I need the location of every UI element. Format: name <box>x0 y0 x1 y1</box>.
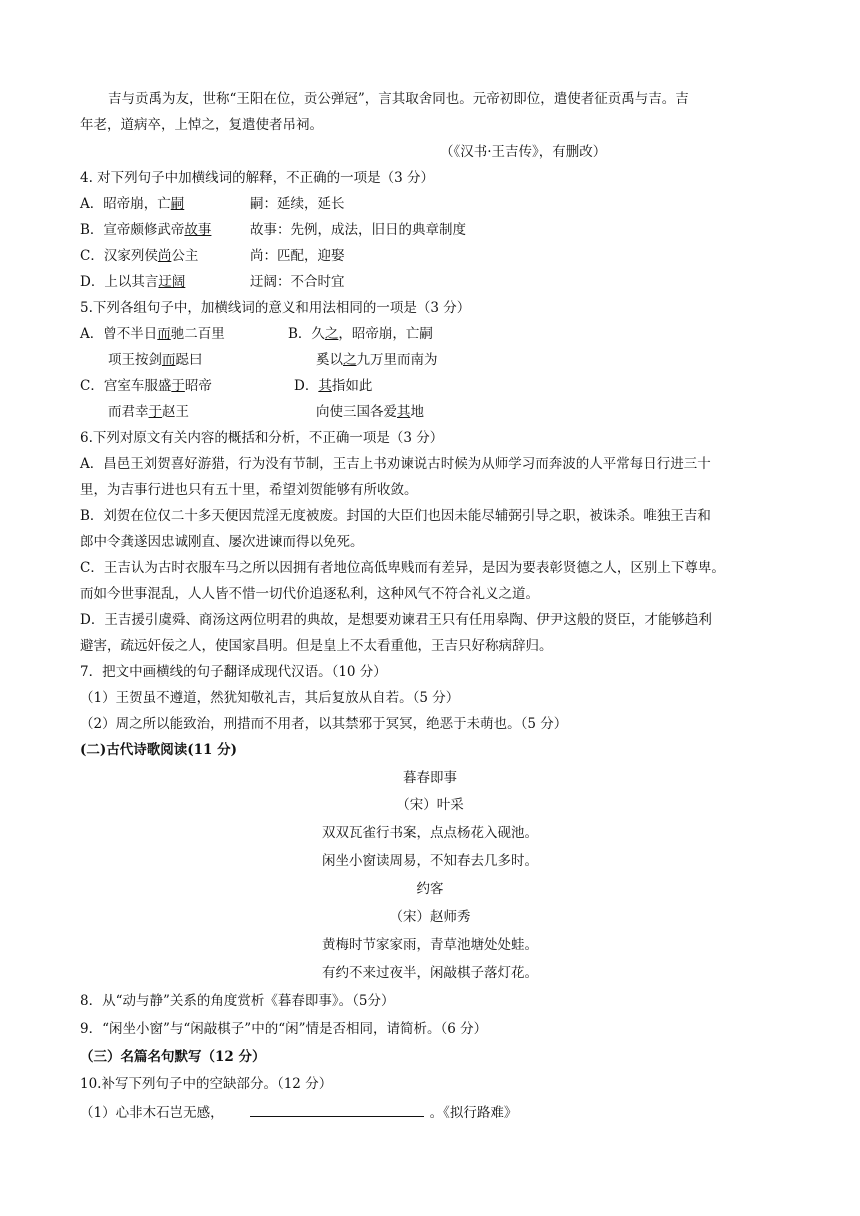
option-text: C．汉家列侯 <box>80 248 158 264</box>
option-text: A．昭帝崩，亡 <box>80 196 171 212</box>
passage-paragraph-line: 吉与贡禹为友，世称“王阳在位，贡公弹冠”，言其取舍同也。元帝初即位，遣使者征贡禹与吉。吉 <box>108 91 689 107</box>
question-5-option-a2 <box>108 351 203 369</box>
option-text: D． <box>294 378 319 394</box>
question-9: 9．“闲坐小窗”与“闲敲棋子”中的“闲”情是否相同，请简析。（6 分） <box>80 1021 488 1037</box>
question-6-option-d: D．王吉援引虞舜、商汤这两位明君的典故，是想要劝谏君王只有任用皋陶、伊尹这般的贤臣，才能够趋利 <box>80 612 712 628</box>
question-7-sentence-1: （1）王贺虽不遵道，然犹知敬礼吉，其后复放从自若。（5 分） <box>80 690 460 706</box>
option-text: 公主 <box>171 248 199 264</box>
item-text: 。《拟行路难》 <box>429 1105 518 1121</box>
answer-blank[interactable] <box>250 1102 424 1117</box>
option-text: 地 <box>410 404 424 420</box>
poem-line: 有约不来过夜半，闲敲棋子落灯花。 <box>322 965 538 981</box>
underlined-word: 其 <box>318 378 332 394</box>
underlined-word: 故事 <box>184 222 212 238</box>
question-4-explanation-d: 迂阔：不合时宜 <box>250 274 345 290</box>
option-text: 而君幸 <box>108 404 149 420</box>
question-7-stem: 7．把文中画横线的句子翻译成现代汉语。（10 分） <box>80 664 387 680</box>
question-10-stem: 10.补写下列句子中的空缺部分。（12 分） <box>80 1076 333 1092</box>
section-heading-poetry: (二)古代诗歌阅读(11 分) <box>80 742 238 758</box>
underlined-word: 其 <box>397 404 411 420</box>
poem-author: （宋）叶采 <box>396 797 464 813</box>
question-6-option-a-cont: 里，为吉事行进也只有五十里，希望刘贺能够有所收敛。 <box>80 482 418 498</box>
question-4-explanation-c: 尚：匹配，迎娶 <box>250 248 345 264</box>
question-5-option-c1 <box>80 377 212 395</box>
poem-title: 约客 <box>416 881 444 897</box>
poem-line: 黄梅时节家家雨，青草池塘处处蛙。 <box>322 937 538 953</box>
item-text: （1）心非木石岂无感， <box>80 1105 224 1121</box>
underlined-word: 于 <box>171 378 185 394</box>
underlined-word: 迂阔 <box>158 274 186 290</box>
option-text: 奚以 <box>316 352 343 368</box>
underlined-word: 嗣 <box>170 196 185 212</box>
question-6-option-a: A．昌邑王刘贺喜好游猎，行为没有节制，王吉上书劝谏说古时候为从师学习而奔波的人平常每日行进三十 <box>80 456 711 472</box>
option-text: 赵王 <box>162 404 189 420</box>
option-text: 指如此 <box>331 378 373 394</box>
option-text: B．宣帝颇修武帝 <box>80 222 185 238</box>
option-text: A．曾不半日 <box>80 326 158 342</box>
question-4-option-b <box>80 221 211 239</box>
section-heading-recitation: （三）名篇名句默写（12 分） <box>80 1049 266 1065</box>
underlined-word: 之 <box>324 326 339 342</box>
question-5-option-d1 <box>294 377 372 395</box>
question-6-option-d-cont: 避害，疏远奸佞之人，使国家昌明。但是皇上不太看重他，王吉只好称病辞归。 <box>80 638 553 654</box>
option-text: C．宫室车服盛 <box>80 378 172 394</box>
option-text: 驰二百里 <box>170 326 225 342</box>
question-5-option-b1 <box>288 325 433 343</box>
poem-line: 双双瓦雀行书案，点点杨花入砚池。 <box>322 825 538 841</box>
question-6-stem: 6.下列对原文有关内容的概括和分析，不正确一项是（3 分） <box>80 430 444 446</box>
question-4-option-a <box>80 195 184 213</box>
underlined-word: 于 <box>148 404 162 420</box>
question-4-option-c <box>80 247 198 265</box>
question-8: 8．从“动与静”关系的角度赏析《暮春即事》。（5分） <box>80 993 395 1009</box>
option-text: B．久 <box>288 326 325 342</box>
option-text: 向使三国各爱 <box>316 404 397 420</box>
option-text: ，昭帝崩，亡嗣 <box>338 326 433 342</box>
question-10-item-1 <box>80 1102 517 1122</box>
question-4-option-d <box>80 273 185 291</box>
poem-author: （宋）赵师秀 <box>389 909 471 925</box>
question-5-option-b2 <box>316 351 438 369</box>
underlined-word: 尚 <box>157 248 172 264</box>
question-6-option-c: C．王吉认为古时衣服车马之所以因拥有者地位高低卑贱而有差异，是因为要表彰贤德之人，区别上下尊卑。 <box>80 560 725 576</box>
option-text: 跽曰 <box>175 352 203 368</box>
question-4-explanation-a: 嗣：延续，延长 <box>250 196 345 212</box>
poem-title: 暮春即事 <box>403 770 457 786</box>
question-5-option-d2 <box>316 403 424 421</box>
poem-line: 闲坐小窗读周易，不知春去几多时。 <box>322 853 538 869</box>
question-4-stem: 4. 对下列句子中加横线词的解释，不正确的一项是（3 分） <box>80 170 435 186</box>
question-5-stem: 5.下列各组句子中，加横线词的意义和用法相同的一项是（3 分） <box>80 300 471 316</box>
question-4-explanation-b: 故事：先例，成法，旧日的典章制度 <box>250 222 466 238</box>
question-7-sentence-2: （2）周之所以能致治，刑措而不用者，以其禁邪于冥冥，绝恶于未萌也。（5 分） <box>80 716 568 732</box>
option-text: 九万里而南为 <box>356 352 438 368</box>
question-6-option-b-cont: 郎中令龚遂因忠诚刚直、屡次进谏而得以免死。 <box>80 534 364 550</box>
option-text: D．上以其言 <box>80 274 159 290</box>
option-text: 昭帝 <box>184 378 212 394</box>
passage-source: （《汉书·王吉传》，有删改） <box>440 144 607 160</box>
underlined-word: 而 <box>157 326 171 342</box>
question-5-option-a1 <box>80 325 225 343</box>
passage-paragraph-line: 年老，道病卒，上悼之，复遣使者吊祠。 <box>80 117 323 133</box>
option-text: 项王按剑 <box>108 352 162 368</box>
question-6-option-b: B．刘贺在位仅二十多天便因荒淫无度被废。封国的大臣们也因未能尽辅弼引导之职，被诛杀。唯独王吉和 <box>80 508 711 524</box>
question-5-option-c2 <box>108 403 189 421</box>
underlined-word: 而 <box>162 352 176 368</box>
question-6-option-c-cont: 而如今世事混乱，人人皆不惜一切代价追逐私利，这种风气不符合礼义之道。 <box>80 586 539 602</box>
underlined-word: 之 <box>343 352 357 368</box>
